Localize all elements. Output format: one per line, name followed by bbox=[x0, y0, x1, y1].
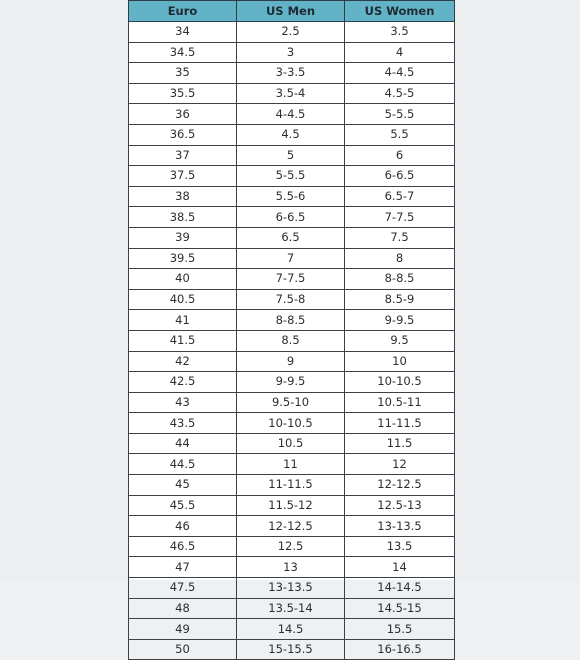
table-row bbox=[129, 207, 455, 228]
cell-us-women: 10 bbox=[345, 351, 455, 372]
cell-us-women: 13-13.5 bbox=[345, 516, 455, 537]
cell-us-women: 7.5 bbox=[345, 227, 455, 248]
cell-us-women: 10-10.5 bbox=[345, 372, 455, 393]
table-row bbox=[129, 413, 455, 434]
cell-us-women: 12-12.5 bbox=[345, 475, 455, 496]
cell-us-women: 14-14.5 bbox=[345, 578, 455, 599]
cell-us-women: 6-6.5 bbox=[345, 166, 455, 187]
cell-us-men: 7.5-8 bbox=[237, 289, 345, 310]
header-us-men: US Men bbox=[237, 1, 345, 22]
cell-us-men: 9-9.5 bbox=[237, 372, 345, 393]
cell-euro: 36 bbox=[129, 104, 237, 125]
cell-us-men: 5.5-6 bbox=[237, 186, 345, 207]
cell-euro: 37 bbox=[129, 145, 237, 166]
cell-us-men: 10.5 bbox=[237, 433, 345, 454]
cell-euro: 46 bbox=[129, 516, 237, 537]
table-row bbox=[129, 227, 455, 248]
left-margin bbox=[0, 0, 128, 580]
cell-us-men: 3.5-4 bbox=[237, 83, 345, 104]
cell-euro: 35.5 bbox=[129, 83, 237, 104]
cell-euro: 40.5 bbox=[129, 289, 237, 310]
cell-us-men: 13 bbox=[237, 557, 345, 578]
cell-us-women: 4.5-5 bbox=[345, 83, 455, 104]
cell-us-women: 13.5 bbox=[345, 536, 455, 557]
cell-euro: 50 bbox=[129, 639, 237, 660]
cell-us-men: 4-4.5 bbox=[237, 104, 345, 125]
cell-us-women: 8 bbox=[345, 248, 455, 269]
cell-euro: 34.5 bbox=[129, 42, 237, 63]
table-row bbox=[129, 42, 455, 63]
cell-us-women: 11-11.5 bbox=[345, 413, 455, 434]
cell-us-women: 6 bbox=[345, 145, 455, 166]
table-row bbox=[129, 166, 455, 187]
cell-us-men: 11.5-12 bbox=[237, 495, 345, 516]
cell-euro: 42.5 bbox=[129, 372, 237, 393]
header-us-women: US Women bbox=[345, 1, 455, 22]
cell-euro: 38 bbox=[129, 186, 237, 207]
cell-us-men: 9 bbox=[237, 351, 345, 372]
cell-us-men: 7-7.5 bbox=[237, 269, 345, 290]
cell-us-women: 5-5.5 bbox=[345, 104, 455, 125]
cell-us-women: 7-7.5 bbox=[345, 207, 455, 228]
table-row bbox=[129, 516, 455, 537]
table-row bbox=[129, 310, 455, 331]
cell-euro: 38.5 bbox=[129, 207, 237, 228]
table-row bbox=[129, 598, 455, 619]
cell-us-women: 5.5 bbox=[345, 124, 455, 145]
cell-us-men: 12.5 bbox=[237, 536, 345, 557]
table-row bbox=[129, 475, 455, 496]
cell-us-men: 4.5 bbox=[237, 124, 345, 145]
cell-us-women: 8.5-9 bbox=[345, 289, 455, 310]
table-row bbox=[129, 269, 455, 290]
size-conversion-table bbox=[128, 0, 455, 660]
cell-us-women: 6.5-7 bbox=[345, 186, 455, 207]
cell-us-women: 16-16.5 bbox=[345, 639, 455, 660]
table-row bbox=[129, 578, 455, 599]
cell-us-men: 2.5 bbox=[237, 22, 345, 43]
table-row bbox=[129, 63, 455, 84]
cell-euro: 43.5 bbox=[129, 413, 237, 434]
cell-us-men: 5 bbox=[237, 145, 345, 166]
cell-euro: 47 bbox=[129, 557, 237, 578]
table-row bbox=[129, 495, 455, 516]
cell-euro: 43 bbox=[129, 392, 237, 413]
cell-us-men: 15-15.5 bbox=[237, 639, 345, 660]
table-row bbox=[129, 619, 455, 640]
cell-euro: 36.5 bbox=[129, 124, 237, 145]
cell-us-men: 11-11.5 bbox=[237, 475, 345, 496]
cell-euro: 47.5 bbox=[129, 578, 237, 599]
cell-euro: 44 bbox=[129, 433, 237, 454]
cell-euro: 46.5 bbox=[129, 536, 237, 557]
cell-us-men: 6-6.5 bbox=[237, 207, 345, 228]
cell-us-women: 8-8.5 bbox=[345, 269, 455, 290]
cell-us-men: 7 bbox=[237, 248, 345, 269]
cell-euro: 44.5 bbox=[129, 454, 237, 475]
cell-euro: 37.5 bbox=[129, 166, 237, 187]
table-row bbox=[129, 124, 455, 145]
cell-us-men: 11 bbox=[237, 454, 345, 475]
cell-us-women: 4-4.5 bbox=[345, 63, 455, 84]
cell-us-women: 3.5 bbox=[345, 22, 455, 43]
table-row bbox=[129, 454, 455, 475]
cell-us-men: 13-13.5 bbox=[237, 578, 345, 599]
cell-us-men: 9.5-10 bbox=[237, 392, 345, 413]
cell-us-women: 12.5-13 bbox=[345, 495, 455, 516]
cell-euro: 41 bbox=[129, 310, 237, 331]
table-row bbox=[129, 433, 455, 454]
table-header-row bbox=[129, 1, 455, 22]
table-row bbox=[129, 351, 455, 372]
cell-euro: 39.5 bbox=[129, 248, 237, 269]
size-chart bbox=[128, 0, 454, 657]
cell-us-men: 13.5-14 bbox=[237, 598, 345, 619]
cell-euro: 34 bbox=[129, 22, 237, 43]
cell-us-women: 9-9.5 bbox=[345, 310, 455, 331]
table-row bbox=[129, 104, 455, 125]
table-row bbox=[129, 289, 455, 310]
table-row bbox=[129, 248, 455, 269]
cell-us-men: 3-3.5 bbox=[237, 63, 345, 84]
cell-euro: 39 bbox=[129, 227, 237, 248]
table-row bbox=[129, 639, 455, 660]
cell-us-women: 11.5 bbox=[345, 433, 455, 454]
cell-euro: 45.5 bbox=[129, 495, 237, 516]
cell-us-men: 8-8.5 bbox=[237, 310, 345, 331]
cell-us-men: 3 bbox=[237, 42, 345, 63]
table-row bbox=[129, 22, 455, 43]
cell-euro: 41.5 bbox=[129, 330, 237, 351]
cell-euro: 49 bbox=[129, 619, 237, 640]
table-row bbox=[129, 330, 455, 351]
header-euro: Euro bbox=[129, 1, 237, 22]
right-margin bbox=[454, 0, 580, 580]
table-row bbox=[129, 145, 455, 166]
cell-us-women: 14.5-15 bbox=[345, 598, 455, 619]
table-row bbox=[129, 83, 455, 104]
cell-euro: 42 bbox=[129, 351, 237, 372]
cell-us-men: 8.5 bbox=[237, 330, 345, 351]
cell-euro: 48 bbox=[129, 598, 237, 619]
table-row bbox=[129, 536, 455, 557]
cell-us-men: 6.5 bbox=[237, 227, 345, 248]
cell-us-men: 12-12.5 bbox=[237, 516, 345, 537]
table-row bbox=[129, 557, 455, 578]
cell-us-women: 12 bbox=[345, 454, 455, 475]
cell-euro: 45 bbox=[129, 475, 237, 496]
table-row bbox=[129, 392, 455, 413]
cell-us-women: 14 bbox=[345, 557, 455, 578]
cell-us-men: 5-5.5 bbox=[237, 166, 345, 187]
cell-us-men: 10-10.5 bbox=[237, 413, 345, 434]
cell-us-women: 9.5 bbox=[345, 330, 455, 351]
table-row bbox=[129, 186, 455, 207]
table-row bbox=[129, 372, 455, 393]
cell-us-women: 4 bbox=[345, 42, 455, 63]
cell-euro: 35 bbox=[129, 63, 237, 84]
cell-us-women: 15.5 bbox=[345, 619, 455, 640]
cell-us-women: 10.5-11 bbox=[345, 392, 455, 413]
cell-euro: 40 bbox=[129, 269, 237, 290]
cell-us-men: 14.5 bbox=[237, 619, 345, 640]
